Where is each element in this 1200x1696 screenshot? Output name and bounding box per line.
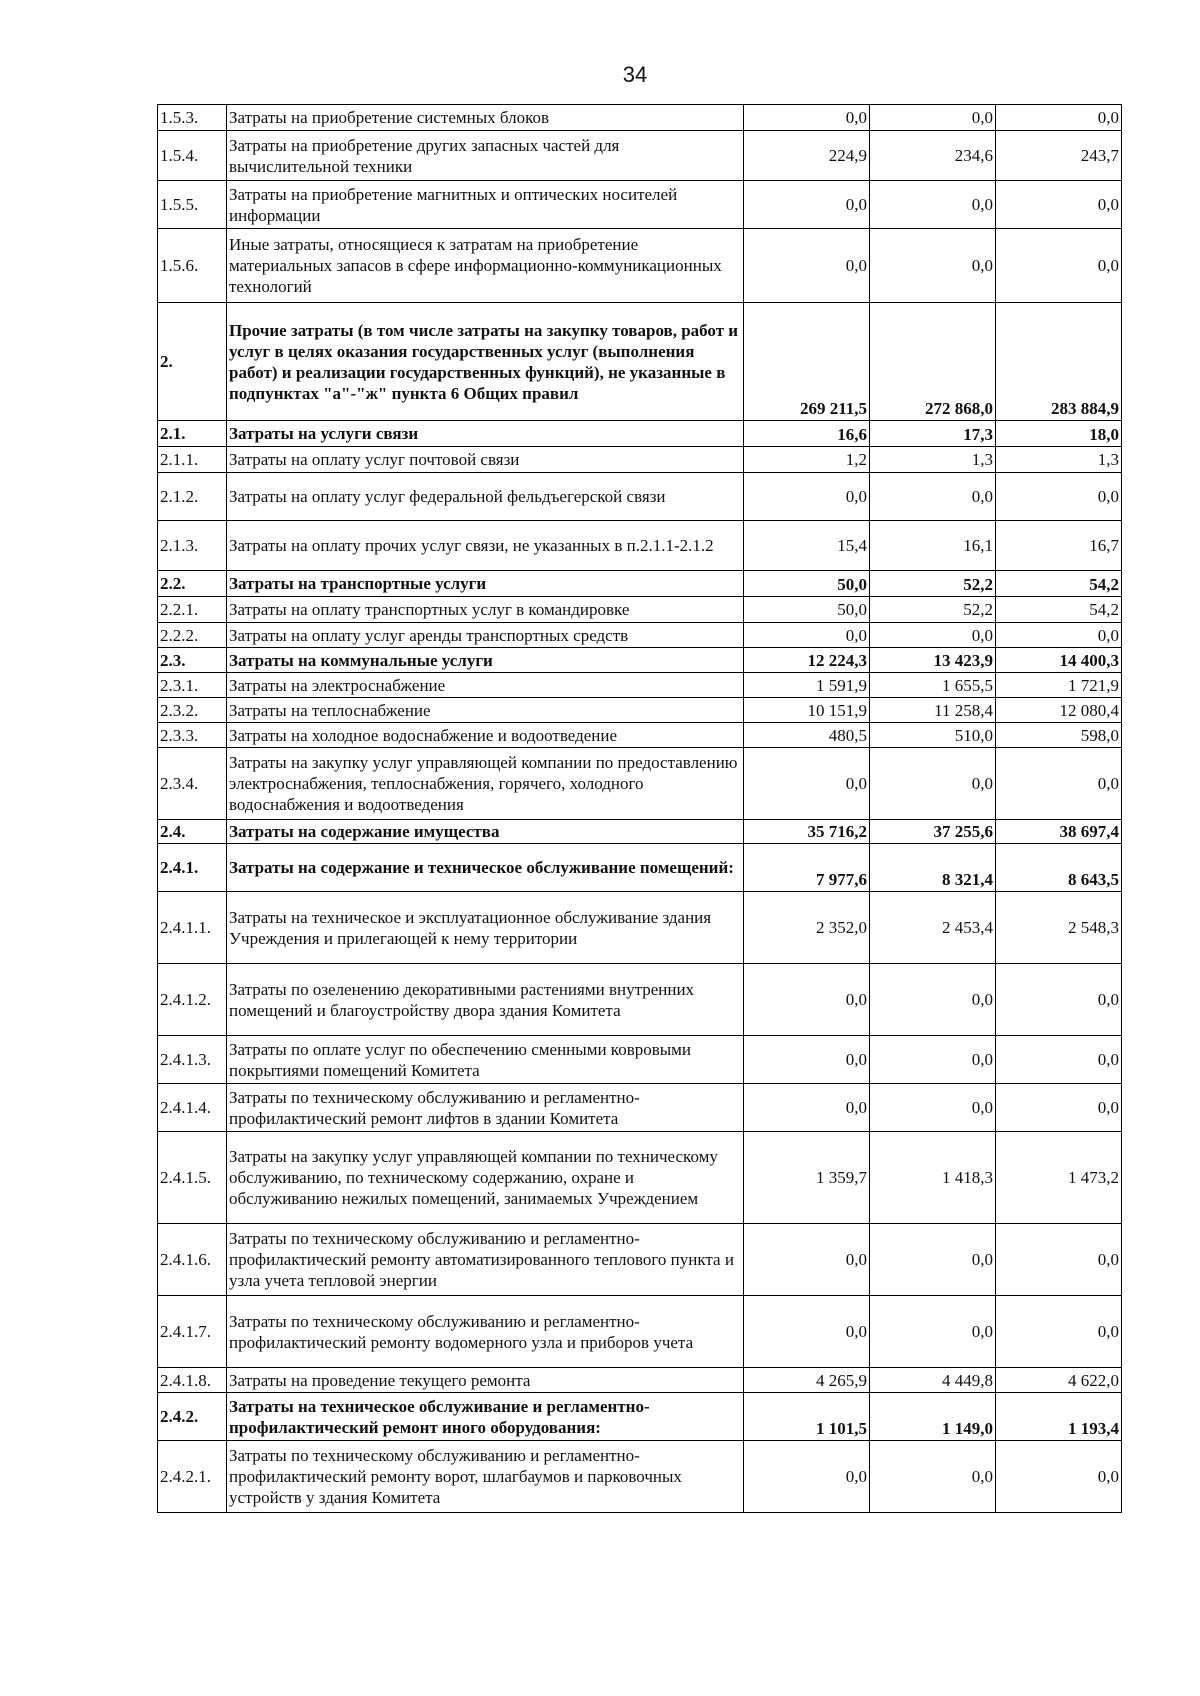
row-description: Затраты на техническое и эксплуатационное обслуживание здания Учреждения и прилегающей к нему территории <box>227 892 744 964</box>
row-value-1: 0,0 <box>744 1441 870 1513</box>
table-row <box>158 844 1122 892</box>
table-row <box>158 1393 1122 1441</box>
row-value-1: 12 224,3 <box>744 648 870 673</box>
row-value-1: 224,9 <box>744 131 870 181</box>
row-description: Затраты по озеленению декоративными растениями внутренних помещений и благоустройству двора здания Комитета <box>227 964 744 1036</box>
row-description: Затраты на оплату прочих услуг связи, не указанных в п.2.1.1-2.1.2 <box>227 521 744 571</box>
row-description: Затраты на оплату услуг почтовой связи <box>227 447 744 473</box>
row-value-1: 0,0 <box>744 623 870 648</box>
table-row <box>158 303 1122 421</box>
row-number: 2.4.2. <box>158 1393 227 1441</box>
table-row <box>158 521 1122 571</box>
row-value-1: 0,0 <box>744 964 870 1036</box>
row-value-3: 1 193,4 <box>996 1393 1122 1441</box>
row-description: Затраты на холодное водоснабжение и водоотведение <box>227 723 744 748</box>
row-number: 2.3.4. <box>158 748 227 820</box>
row-number: 2.4.1.1. <box>158 892 227 964</box>
row-description: Затраты на оплату услуг аренды транспортных средств <box>227 623 744 648</box>
row-description: Затраты на услуги связи <box>227 421 744 447</box>
row-description: Затраты на техническое обслуживание и регламентно-профилактический ремонт иного оборудования: <box>227 1393 744 1441</box>
table-row <box>158 1368 1122 1393</box>
row-value-1: 0,0 <box>744 1224 870 1296</box>
table-row <box>158 447 1122 473</box>
row-value-2: 0,0 <box>870 473 996 521</box>
row-value-2: 0,0 <box>870 229 996 303</box>
row-value-2: 1 655,5 <box>870 673 996 698</box>
row-description: Затраты на теплоснабжение <box>227 698 744 723</box>
row-description: Затраты на закупку услуг управляющей компании по предоставлению электроснабжения, теплоснабжения, горячего, холодного водоснабжения и водоотведения <box>227 748 744 820</box>
row-description: Затраты по техническому обслуживанию и регламентно-профилактический ремонту ворот, шлагбаумов и парковочных устройств у здания Комитета <box>227 1441 744 1513</box>
row-number: 2.3. <box>158 648 227 673</box>
row-number: 2.1.3. <box>158 521 227 571</box>
row-number: 1.5.5. <box>158 181 227 229</box>
row-number: 2.2.2. <box>158 623 227 648</box>
row-description: Затраты на приобретение магнитных и оптических носителей информации <box>227 181 744 229</box>
row-value-1: 2 352,0 <box>744 892 870 964</box>
row-value-3: 8 643,5 <box>996 844 1122 892</box>
row-value-2: 4 449,8 <box>870 1368 996 1393</box>
page-number: 34 <box>622 62 648 87</box>
row-value-3: 4 622,0 <box>996 1368 1122 1393</box>
row-number: 1.5.4. <box>158 131 227 181</box>
table-row <box>158 421 1122 447</box>
row-value-3: 1,3 <box>996 447 1122 473</box>
table-row <box>158 748 1122 820</box>
row-description: Затраты на коммунальные услуги <box>227 648 744 673</box>
row-value-3: 0,0 <box>996 105 1122 131</box>
row-value-2: 0,0 <box>870 105 996 131</box>
table-row <box>158 1441 1122 1513</box>
row-value-3: 0,0 <box>996 229 1122 303</box>
row-value-2: 0,0 <box>870 1036 996 1084</box>
row-value-1: 0,0 <box>744 473 870 521</box>
row-number: 2.4.1.3. <box>158 1036 227 1084</box>
row-number: 2.3.2. <box>158 698 227 723</box>
row-value-1: 1 591,9 <box>744 673 870 698</box>
row-value-2: 13 423,9 <box>870 648 996 673</box>
row-description: Затраты на приобретение других запасных частей для вычислительной техники <box>227 131 744 181</box>
row-value-3: 283 884,9 <box>996 303 1122 421</box>
table-row <box>158 1036 1122 1084</box>
table-row <box>158 597 1122 623</box>
table-row <box>158 698 1122 723</box>
table-row <box>158 473 1122 521</box>
row-value-1: 0,0 <box>744 181 870 229</box>
row-value-2: 11 258,4 <box>870 698 996 723</box>
row-value-2: 37 255,6 <box>870 820 996 844</box>
row-value-2: 0,0 <box>870 748 996 820</box>
row-value-2: 0,0 <box>870 964 996 1036</box>
row-value-1: 1 359,7 <box>744 1132 870 1224</box>
table-row <box>158 964 1122 1036</box>
row-description: Затраты на содержание и техническое обслуживание помещений: <box>227 844 744 892</box>
row-description: Затраты на содержание имущества <box>227 820 744 844</box>
row-value-2: 234,6 <box>870 131 996 181</box>
row-value-1: 0,0 <box>744 1036 870 1084</box>
row-value-2: 1 149,0 <box>870 1393 996 1441</box>
row-description: Затраты на закупку услуг управляющей компании по техническому обслуживанию, по техническому содержанию, охране и обслуживанию нежилых помещений, занимаемых Учреждением <box>227 1132 744 1224</box>
row-value-3: 0,0 <box>996 1036 1122 1084</box>
table-row <box>158 571 1122 597</box>
table-row <box>158 1132 1122 1224</box>
row-value-2: 510,0 <box>870 723 996 748</box>
row-description: Затраты на приобретение системных блоков <box>227 105 744 131</box>
row-number: 2.2. <box>158 571 227 597</box>
row-value-3: 243,7 <box>996 131 1122 181</box>
row-value-3: 0,0 <box>996 964 1122 1036</box>
row-value-3: 0,0 <box>996 1084 1122 1132</box>
row-value-1: 0,0 <box>744 229 870 303</box>
row-value-3: 54,2 <box>996 571 1122 597</box>
row-value-1: 1,2 <box>744 447 870 473</box>
row-value-1: 1 101,5 <box>744 1393 870 1441</box>
row-description: Прочие затраты (в том числе затраты на закупку товаров, работ и услуг в целях оказания государственных услуг (выполнения работ) и реализации государственных функций), не указанные в подпунктах "а"-"ж" пункта 6 Общих правил <box>227 303 744 421</box>
row-value-3: 0,0 <box>996 181 1122 229</box>
row-value-2: 8 321,4 <box>870 844 996 892</box>
row-value-2: 17,3 <box>870 421 996 447</box>
row-number: 2.3.1. <box>158 673 227 698</box>
table-row <box>158 673 1122 698</box>
row-number: 2.2.1. <box>158 597 227 623</box>
row-number: 1.5.3. <box>158 105 227 131</box>
row-number: 2.4.2.1. <box>158 1441 227 1513</box>
table-row <box>158 892 1122 964</box>
row-number: 2.4.1.4. <box>158 1084 227 1132</box>
table-row <box>158 229 1122 303</box>
row-value-3: 54,2 <box>996 597 1122 623</box>
row-number: 2.1.1. <box>158 447 227 473</box>
row-number: 2.3.3. <box>158 723 227 748</box>
row-value-2: 2 453,4 <box>870 892 996 964</box>
row-description: Иные затраты, относящиеся к затратам на приобретение материальных запасов в сфере информационно-коммуникационных технологий <box>227 229 744 303</box>
row-value-2: 52,2 <box>870 571 996 597</box>
row-value-3: 12 080,4 <box>996 698 1122 723</box>
row-value-2: 0,0 <box>870 1296 996 1368</box>
table-row <box>158 723 1122 748</box>
row-description: Затраты по техническому обслуживанию и регламентно-профилактический ремонту автоматизированного теплового пункта и узла учета тепловой энергии <box>227 1224 744 1296</box>
row-value-3: 2 548,3 <box>996 892 1122 964</box>
table-row <box>158 105 1122 131</box>
row-value-1: 0,0 <box>744 105 870 131</box>
table-row <box>158 623 1122 648</box>
row-value-1: 16,6 <box>744 421 870 447</box>
row-value-3: 18,0 <box>996 421 1122 447</box>
row-value-3: 38 697,4 <box>996 820 1122 844</box>
row-value-2: 16,1 <box>870 521 996 571</box>
row-description: Затраты на электроснабжение <box>227 673 744 698</box>
row-description: Затраты на оплату услуг федеральной фельдъегерской связи <box>227 473 744 521</box>
row-value-2: 0,0 <box>870 181 996 229</box>
row-value-1: 35 716,2 <box>744 820 870 844</box>
table-row <box>158 1296 1122 1368</box>
row-value-3: 598,0 <box>996 723 1122 748</box>
row-value-2: 0,0 <box>870 1084 996 1132</box>
row-value-3: 0,0 <box>996 473 1122 521</box>
row-number: 2.1. <box>158 421 227 447</box>
row-number: 2.4.1.5. <box>158 1132 227 1224</box>
row-number: 2.4.1. <box>158 844 227 892</box>
table-row <box>158 131 1122 181</box>
row-value-2: 0,0 <box>870 1441 996 1513</box>
row-value-3: 1 721,9 <box>996 673 1122 698</box>
row-value-1: 0,0 <box>744 1296 870 1368</box>
row-value-3: 0,0 <box>996 623 1122 648</box>
row-value-3: 1 473,2 <box>996 1132 1122 1224</box>
row-value-1: 0,0 <box>744 748 870 820</box>
row-value-3: 0,0 <box>996 748 1122 820</box>
row-value-1: 269 211,5 <box>744 303 870 421</box>
table-row <box>158 1224 1122 1296</box>
table-row <box>158 1084 1122 1132</box>
cost-table <box>157 104 1122 1513</box>
row-number: 2.4. <box>158 820 227 844</box>
row-number: 2.4.1.8. <box>158 1368 227 1393</box>
row-value-1: 4 265,9 <box>744 1368 870 1393</box>
row-value-3: 0,0 <box>996 1296 1122 1368</box>
row-number: 2.1.2. <box>158 473 227 521</box>
row-description: Затраты на оплату транспортных услуг в командировке <box>227 597 744 623</box>
row-number: 2.4.1.6. <box>158 1224 227 1296</box>
row-value-1: 10 151,9 <box>744 698 870 723</box>
row-value-2: 0,0 <box>870 623 996 648</box>
row-description: Затраты на проведение текущего ремонта <box>227 1368 744 1393</box>
row-description: Затраты на транспортные услуги <box>227 571 744 597</box>
row-value-1: 7 977,6 <box>744 844 870 892</box>
row-number: 2. <box>158 303 227 421</box>
table-row <box>158 181 1122 229</box>
row-value-2: 1,3 <box>870 447 996 473</box>
row-value-1: 50,0 <box>744 597 870 623</box>
row-value-2: 52,2 <box>870 597 996 623</box>
row-value-2: 1 418,3 <box>870 1132 996 1224</box>
row-number: 2.4.1.2. <box>158 964 227 1036</box>
row-value-1: 15,4 <box>744 521 870 571</box>
row-value-1: 0,0 <box>744 1084 870 1132</box>
row-value-3: 14 400,3 <box>996 648 1122 673</box>
row-value-1: 480,5 <box>744 723 870 748</box>
row-value-3: 0,0 <box>996 1224 1122 1296</box>
row-number: 1.5.6. <box>158 229 227 303</box>
table-row <box>158 648 1122 673</box>
row-value-2: 0,0 <box>870 1224 996 1296</box>
row-value-3: 16,7 <box>996 521 1122 571</box>
row-description: Затраты по оплате услуг по обеспечению сменными ковровыми покрытиями помещений Комитета <box>227 1036 744 1084</box>
row-number: 2.4.1.7. <box>158 1296 227 1368</box>
row-value-2: 272 868,0 <box>870 303 996 421</box>
table-row <box>158 820 1122 844</box>
row-value-1: 50,0 <box>744 571 870 597</box>
row-description: Затраты по техническому обслуживанию и регламентно-профилактический ремонту водомерного узла и приборов учета <box>227 1296 744 1368</box>
row-description: Затраты по техническому обслуживанию и регламентно-профилактический ремонт лифтов в здании Комитета <box>227 1084 744 1132</box>
row-value-3: 0,0 <box>996 1441 1122 1513</box>
